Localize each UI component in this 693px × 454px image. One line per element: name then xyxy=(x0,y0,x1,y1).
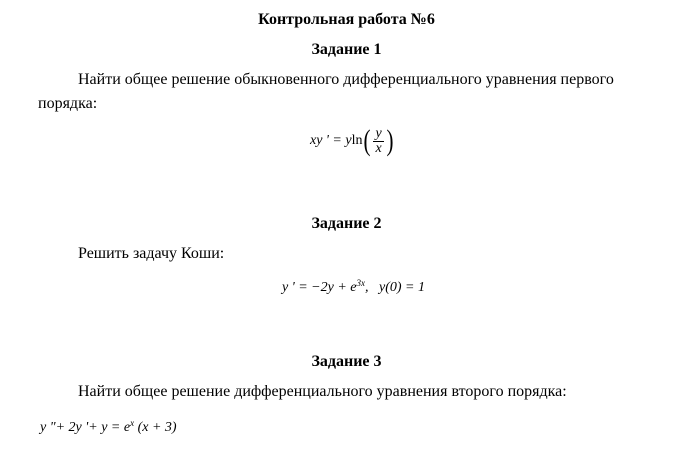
task-1-right-paren: ) xyxy=(386,124,394,157)
task-1-left-paren: ( xyxy=(363,124,371,157)
task-1-fraction-numerator: y xyxy=(375,125,382,141)
task-1-fraction xyxy=(373,127,383,156)
task-1-formula xyxy=(310,126,395,156)
task-1-text: Найти общее решение обыкновенного дифференциального уравнения первого порядка: xyxy=(38,71,614,112)
task-3-formula-part2: (x + 3) xyxy=(134,420,177,435)
document-title: Контрольная работа №6 xyxy=(258,11,435,28)
task-2-text: Решить задачу Коши: xyxy=(78,245,225,262)
task-2-formula-part1: y ' = −2y + e xyxy=(282,280,357,295)
task-3-formula-part1: y "+ 2y '+ y = e xyxy=(40,420,131,435)
task-3-heading: Задание 3 xyxy=(311,353,382,370)
task-2-formula xyxy=(282,280,425,296)
task-1-formula-func: ln xyxy=(351,133,363,148)
task-2-heading: Задание 2 xyxy=(311,215,382,232)
task-1-formula-lhs: xy ' = y xyxy=(310,133,352,148)
task-1-heading: Задание 1 xyxy=(311,41,382,58)
task-2-formula-exponent: 3x xyxy=(356,278,365,288)
task-3-formula xyxy=(40,420,177,436)
task-3-text: Найти общее решение дифференциального уравнения второго порядка: xyxy=(78,383,567,400)
task-3-formula-exponent: x xyxy=(130,418,135,428)
task-2-formula-part2: , y(0) = 1 xyxy=(364,280,425,295)
task-1-fraction-denominator: x xyxy=(375,140,382,156)
